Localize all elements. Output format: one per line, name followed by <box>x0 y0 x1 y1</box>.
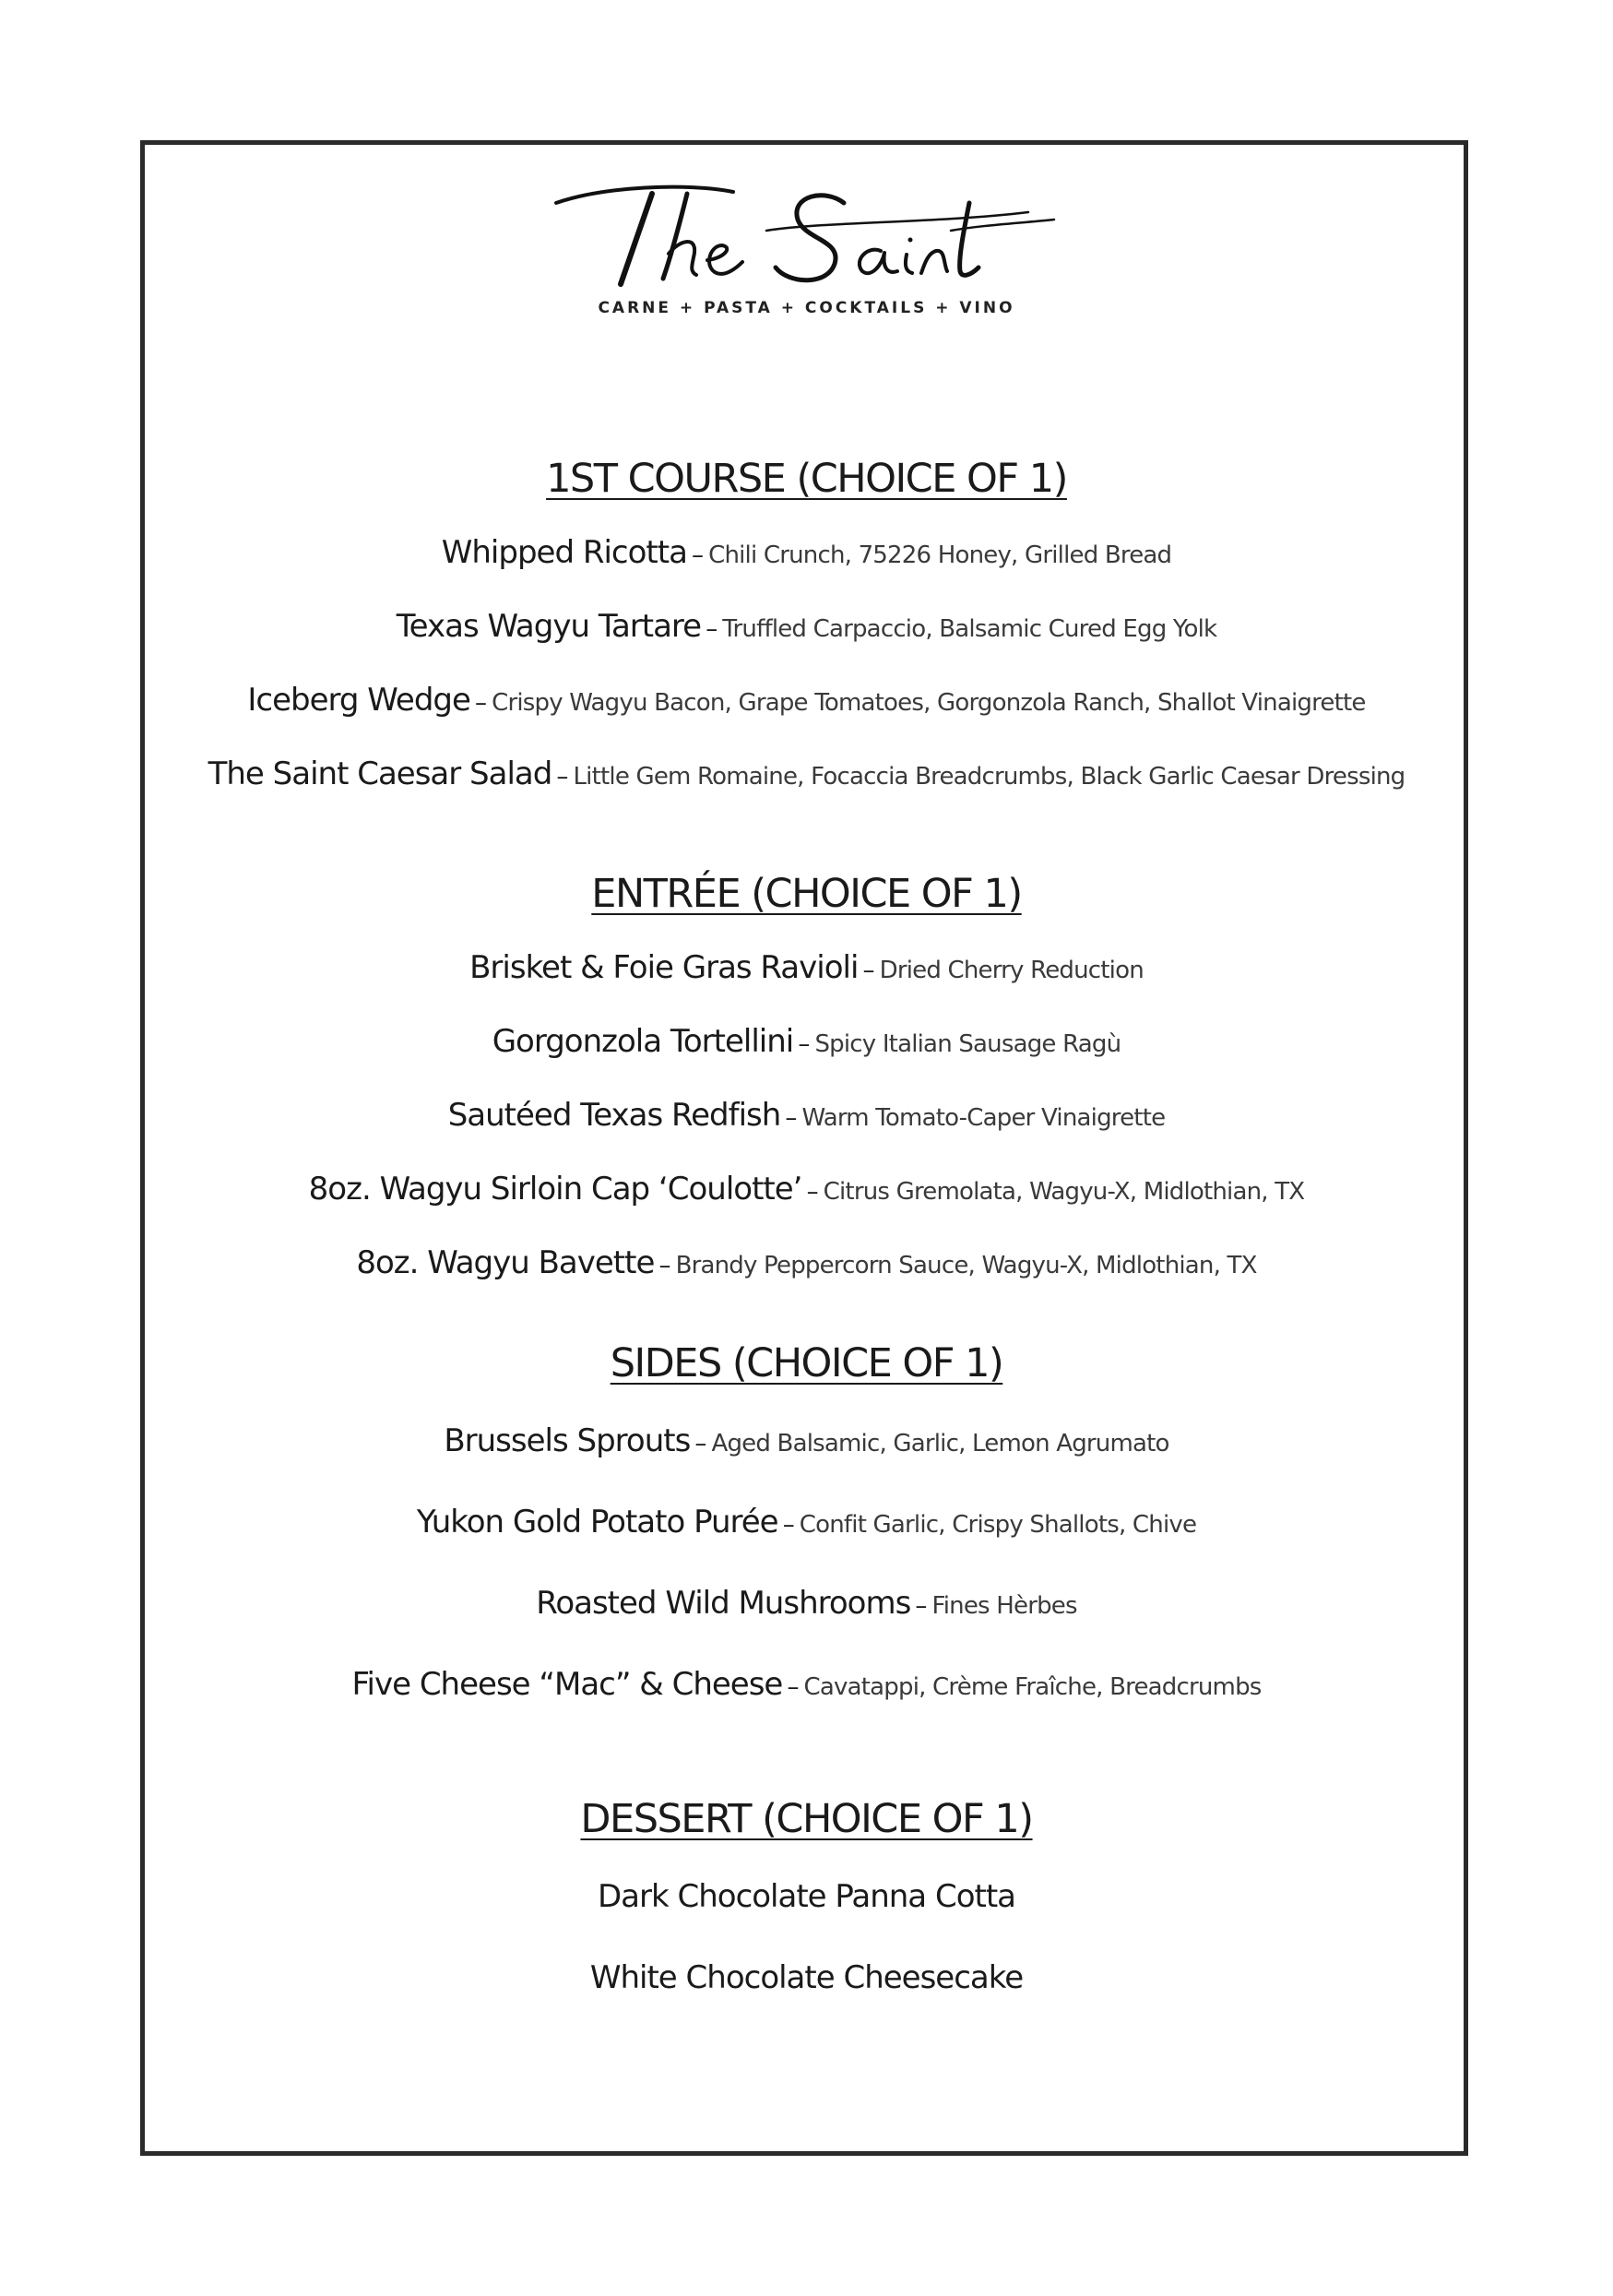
item-separator: – <box>862 957 875 984</box>
item-description: Confit Garlic, Crispy Shallots, Chive <box>799 1511 1197 1539</box>
restaurant-tagline: CARNE + PASTA + COCKTAILS + VINO <box>598 299 1015 317</box>
item-name: The Saint Caesar Salad <box>208 755 552 792</box>
item-description: Spicy Italian Sausage Ragù <box>814 1030 1121 1058</box>
item-description: Truffled Carpaccio, Balsamic Cured Egg Yolk <box>722 615 1217 643</box>
item-separator: – <box>782 1511 795 1539</box>
menu-item <box>0 740 1613 814</box>
item-name: Yukon Gold Potato Purée <box>416 1504 778 1541</box>
item-separator: – <box>798 1030 811 1058</box>
restaurant-logo <box>0 175 1613 317</box>
item-name: Five Cheese “Mac” & Cheese <box>351 1666 783 1703</box>
item-separator: – <box>694 1430 707 1457</box>
item-separator: – <box>692 541 704 569</box>
menu-item <box>0 1007 1613 1081</box>
item-name: Brisket & Foie Gras Ravioli <box>469 949 859 986</box>
item-separator: – <box>806 1178 819 1206</box>
menu-item <box>0 1403 1613 1484</box>
section-entree <box>0 867 1613 1303</box>
section-dessert <box>0 1792 1613 2021</box>
item-separator: – <box>556 763 569 791</box>
item-description: Little Gem Romaine, Focaccia Breadcrumbs, Black Garlic Caesar Dressing <box>573 763 1405 791</box>
item-description: Fines Hèrbes <box>931 1592 1077 1620</box>
item-name: Gorgonzola Tortellini <box>492 1023 794 1060</box>
script-logo-graphic <box>549 175 1065 295</box>
menu-item <box>0 592 1613 666</box>
item-description: Aged Balsamic, Garlic, Lemon Agrumato <box>711 1430 1169 1457</box>
item-name: Whipped Ricotta <box>441 534 687 571</box>
section-sides <box>0 1337 1613 1728</box>
section-heading: 1ST COURSE (CHOICE OF 1) <box>546 456 1067 502</box>
section-heading: ENTRÉE (CHOICE OF 1) <box>591 871 1022 917</box>
item-name: Iceberg Wedge <box>247 682 470 719</box>
item-name: Brussels Sprouts <box>444 1422 691 1459</box>
item-separator: – <box>475 689 488 717</box>
section-first-course <box>0 452 1613 814</box>
menu-item <box>0 934 1613 1007</box>
item-name: White Chocolate Cheesecake <box>589 1959 1024 1996</box>
section-heading: SIDES (CHOICE OF 1) <box>610 1340 1003 1386</box>
menu-item <box>0 1229 1613 1303</box>
item-description: Cavatappi, Crème Fraîche, Breadcrumbs <box>803 1673 1262 1701</box>
menu-item <box>0 1565 1613 1647</box>
item-description: Crispy Wagyu Bacon, Grape Tomatoes, Gorgonzola Ranch, Shallot Vinaigrette <box>492 689 1366 717</box>
item-separator: – <box>787 1673 800 1701</box>
item-separator: – <box>706 615 718 643</box>
item-name: Texas Wagyu Tartare <box>396 608 702 645</box>
item-name: 8oz. Wagyu Bavette <box>356 1244 655 1281</box>
menu-item <box>0 1647 1613 1728</box>
menu-item <box>0 1081 1613 1155</box>
item-description: Chili Crunch, 75226 Honey, Grilled Bread <box>708 541 1172 569</box>
item-separator: – <box>785 1104 798 1132</box>
item-description: Warm Tomato-Caper Vinaigrette <box>801 1104 1166 1132</box>
item-description: Brandy Peppercorn Sauce, Wagyu-X, Midlothian, TX <box>675 1252 1257 1279</box>
section-heading: DESSERT (CHOICE OF 1) <box>580 1796 1033 1842</box>
item-name: Roasted Wild Mushrooms <box>536 1585 911 1622</box>
menu-item <box>0 1484 1613 1565</box>
item-separator: – <box>915 1592 928 1620</box>
item-separator: – <box>658 1252 671 1279</box>
menu-item <box>0 518 1613 592</box>
item-name: Sautéed Texas Redfish <box>447 1097 781 1134</box>
item-name: Dark Chocolate Panna Cotta <box>597 1878 1015 1915</box>
item-name: 8oz. Wagyu Sirloin Cap ‘Coulotte’ <box>308 1171 802 1207</box>
menu-item <box>0 1940 1613 2021</box>
menu-item <box>0 1859 1613 1940</box>
menu-item <box>0 1155 1613 1229</box>
item-description: Dried Cherry Reduction <box>879 957 1144 984</box>
menu-item <box>0 666 1613 740</box>
item-description: Citrus Gremolata, Wagyu-X, Midlothian, TX <box>823 1178 1305 1206</box>
